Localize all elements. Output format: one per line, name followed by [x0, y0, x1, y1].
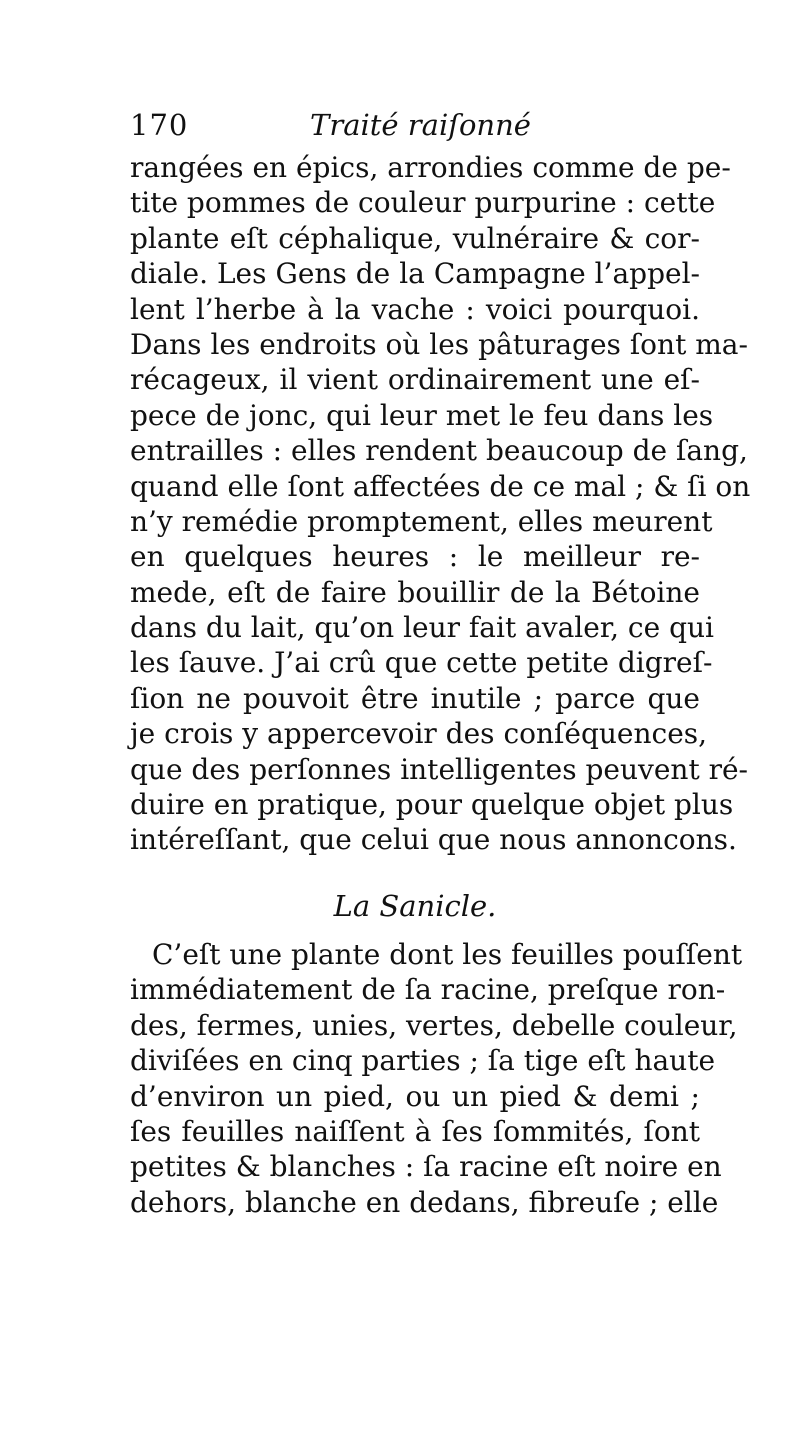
text-line: quand elle ſont affectées de ce mal ; & ſi on: [130, 469, 751, 503]
text-line: dehors, blanche en dedans, fibreuſe ; elle: [130, 1185, 719, 1219]
text-line: dans du lait, qu’on leur fait avaler, ce qui: [130, 611, 714, 645]
text-line: n’y remédie promptement, elles meurent: [130, 504, 713, 538]
text-line: immédiatement de ſa racine, preſque ron-: [130, 973, 726, 1007]
text-line: Dans les endroits où les pâturages ſont ma-: [130, 327, 748, 361]
paragraph-2: [130, 937, 743, 1220]
text-line: duire en pratique, pour quelque objet plus: [130, 788, 734, 822]
paragraph-1: [130, 150, 751, 858]
text-line: d’environ un pied, ou un pied & demi ;: [130, 1079, 700, 1113]
text-line: tite pommes de couleur purpurine : cette: [130, 186, 716, 220]
text-line: C’eſt une plante dont les feuilles pouſſent: [152, 938, 743, 971]
text-line: pece de jonc, qui leur met le feu dans les: [130, 398, 714, 432]
text-line: petites & blanches : ſa racine eſt noire en: [130, 1150, 722, 1184]
text-line: lent l’herbe à la vache : voici pourquoi.: [130, 292, 700, 326]
page-number: 170: [130, 108, 189, 142]
text-line: je crois y appercevoir des conſéquences,: [130, 717, 708, 751]
text-line: rangées en épics, arrondies comme de pe-: [130, 151, 731, 184]
text-line: récageux, il vient ordinairement une eſ-: [130, 363, 700, 397]
text-line: mede, eſt de faire bouillir de la Bétoine: [130, 575, 700, 609]
text-line: en quelques heures : le meilleur re-: [130, 540, 700, 574]
running-head: [130, 108, 700, 152]
text-line: intéreſſant, que celui que nous annoncons.: [130, 823, 737, 857]
text-line: les ſauve. J’ai crû que cette petite digreſ-: [130, 646, 713, 680]
text-line: des, fermes, unies, vertes, debelle couleur,: [130, 1008, 738, 1042]
running-title: Traité raiſonné: [310, 108, 531, 142]
text-line: diale. Les Gens de la Campagne l’appel-: [130, 257, 700, 291]
text-line: entrailles : elles rendent beaucoup de ſang,: [130, 434, 748, 468]
text-line: diviſées en cinq parties ; ſa tige eſt haute: [130, 1044, 716, 1078]
section-heading: La Sanicle.: [333, 889, 497, 923]
text-line: que des perſonnes intelligentes peuvent ré-: [130, 752, 749, 786]
text-line: ſion ne pouvoit être inutile ; parce que: [130, 681, 700, 715]
text-line: ſes feuilles naiſſent à ſes ſommités, ſont: [130, 1114, 700, 1148]
text-line: plante eſt céphalique, vulnéraire & cor-: [130, 221, 700, 255]
